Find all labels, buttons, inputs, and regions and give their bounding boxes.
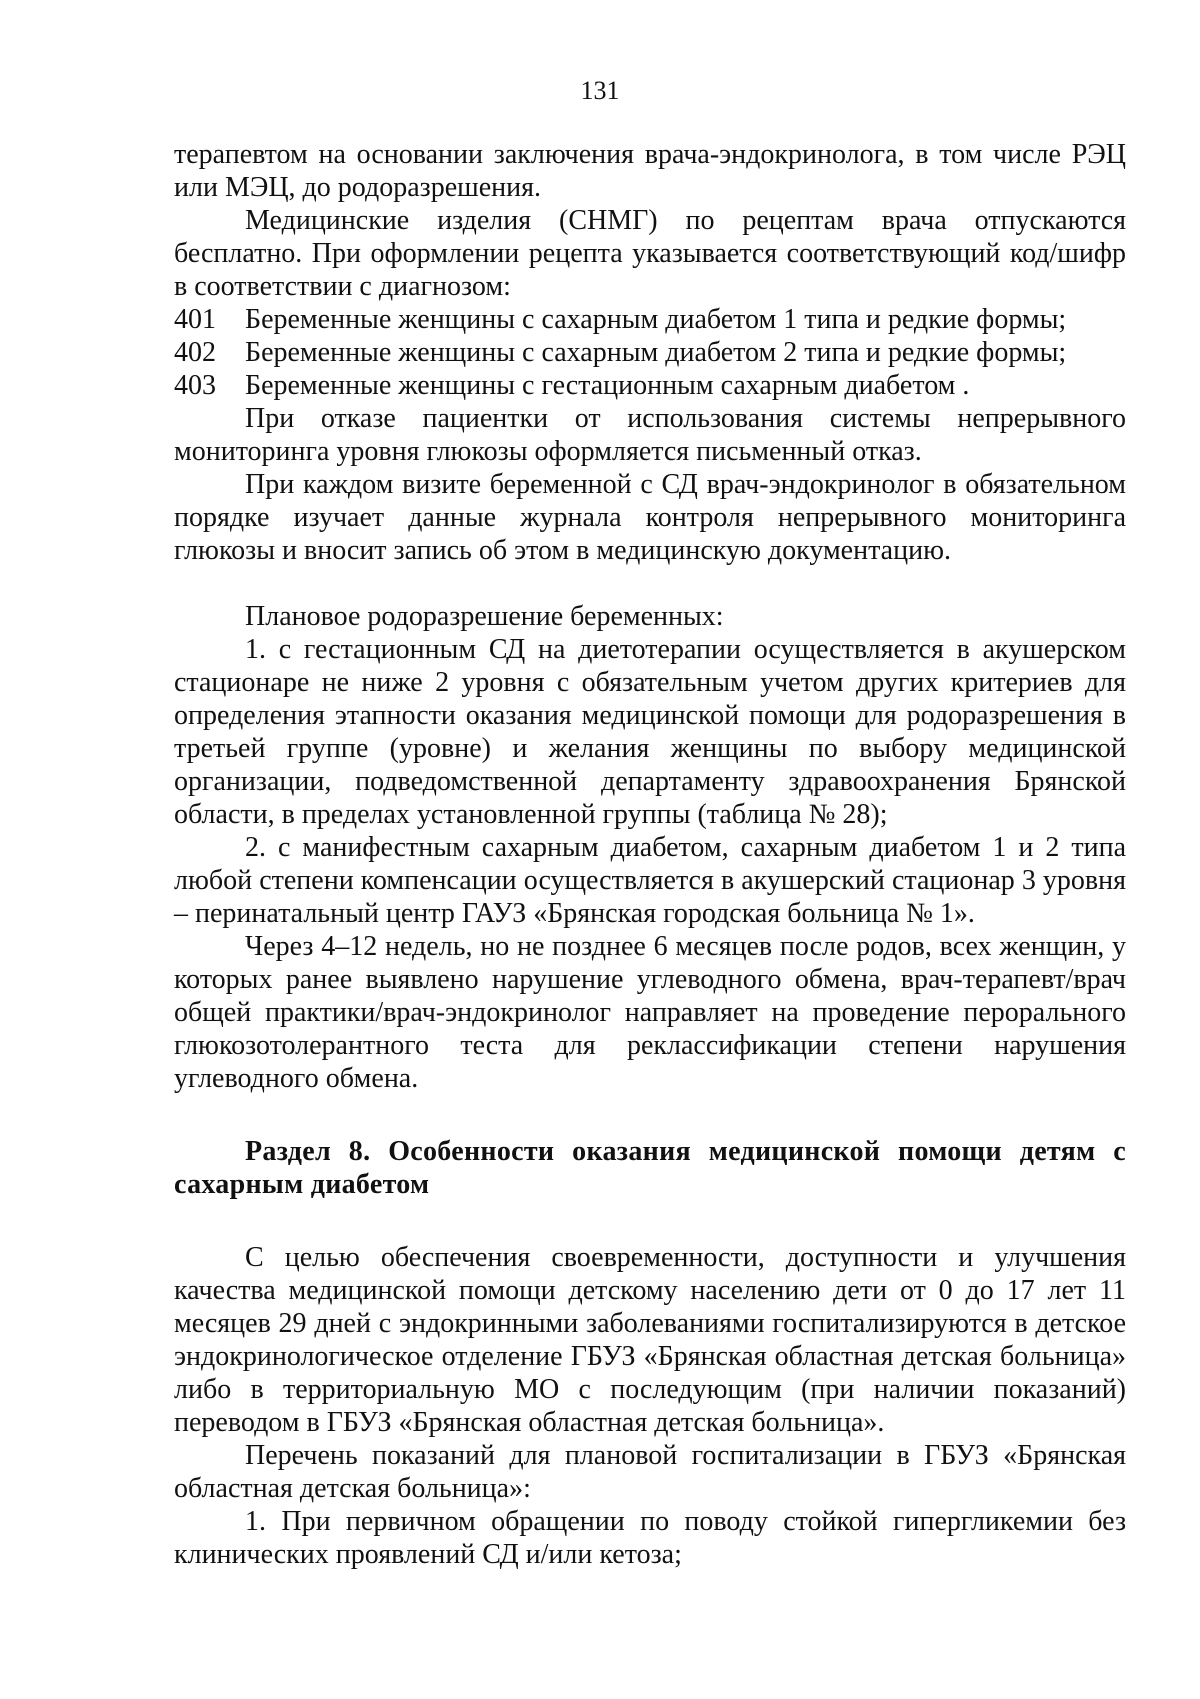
paragraph-visit: При каждом визите беременной с СД врач-эндокринолог в обязательном порядке изучает данные журнала контроля непрерывного мониторинга глюкозы и вносит запись об этом в медицинскую документацию. bbox=[174, 469, 1126, 566]
paragraph-indications: Перечень показаний для плановой госпитализации в ГБУЗ «Брянская областная детская больница»: bbox=[174, 1440, 1126, 1504]
delivery-item-1: 1. с гестационным СД на диетотерапии осуществляется в акушерском стационаре не ниже 2 уровня с обязательным учетом других критериев для определения этапности оказания медицинской помощи для родоразрешения в третьей группе (уровне) и желания женщины по выбору медицинской организации, подведомственной департаменту здравоохранения Брянской области, в пределах установленной группы (таблица № 28); bbox=[174, 634, 1126, 830]
document-body bbox=[174, 138, 1126, 1571]
paragraph-children: С целью обеспечения своевременности, доступности и улучшения качества медицинской помощи детскому населению дети от 0 до 17 лет 11 месяцев 29 дней с эндокринными заболеваниями госпитализируются в детское эндокринологическое отделение ГБУЗ «Брянская областная детская больница» либо в территориальную МО с последующим (при наличии показаний) переводом в ГБУЗ «Брянская областная детская больница». bbox=[174, 1242, 1126, 1438]
code-description: Беременные женщины с сахарным диабетом 1 типа и редкие формы; bbox=[245, 304, 1067, 335]
code-row-402 bbox=[174, 336, 1126, 369]
code-row-401 bbox=[174, 303, 1126, 336]
paragraph-refusal: При отказе пациентки от использования системы непрерывного мониторинга уровня глюкозы оформляется письменный отказ. bbox=[174, 403, 1126, 467]
code-description: Беременные женщины с гестационным сахарным диабетом . bbox=[245, 370, 970, 401]
spacer bbox=[174, 1201, 1126, 1241]
paragraph-continuation: терапевтом на основании заключения врача-эндокринолога, в том числе РЭЦ или МЭЦ, до родоразрешения. bbox=[174, 139, 1126, 203]
code-row-403 bbox=[174, 369, 1126, 402]
indication-item-1: 1. При первичном обращении по поводу стойкой гипергликемии без клинических проявлений СД и/или кетоза; bbox=[174, 1506, 1126, 1570]
section-heading: Раздел 8. Особенности оказания медицинской помощи детям с сахарным диабетом bbox=[174, 1136, 1126, 1200]
spacer bbox=[174, 567, 1126, 600]
code-value: 401 bbox=[174, 304, 216, 335]
diagnosis-code-list bbox=[174, 303, 1126, 402]
paragraph-postpartum: Через 4–12 недель, но не позднее 6 месяцев после родов, всех женщин, у которых ранее выявлено нарушение углеводного обмена, врач-терапевт/врач общей практики/врач-эндокринолог направляет на проведение перорального глюкозотолерантного теста для реклассификации степени нарушения углеводного обмена. bbox=[174, 931, 1126, 1094]
code-value: 403 bbox=[174, 370, 216, 401]
code-value: 402 bbox=[174, 337, 216, 368]
paragraph-medical-devices: Медицинские изделия (СНМГ) по рецептам врача отпускаются бесплатно. При оформлении рецепта указывается соответствующий код/шифр в соответствии с диагнозом: bbox=[174, 205, 1126, 302]
paragraph-delivery-title: Плановое родоразрешение беременных: bbox=[245, 601, 724, 632]
code-description: Беременные женщины с сахарным диабетом 2 типа и редкие формы; bbox=[245, 337, 1067, 368]
page-number: 131 bbox=[580, 76, 620, 105]
delivery-item-2: 2. с манифестным сахарным диабетом, сахарным диабетом 1 и 2 типа любой степени компенсации осуществляется в акушерский стационар 3 уровня – перинатальный центр ГАУЗ «Брянская городская больница № 1». bbox=[174, 832, 1126, 929]
spacer bbox=[174, 1095, 1126, 1135]
